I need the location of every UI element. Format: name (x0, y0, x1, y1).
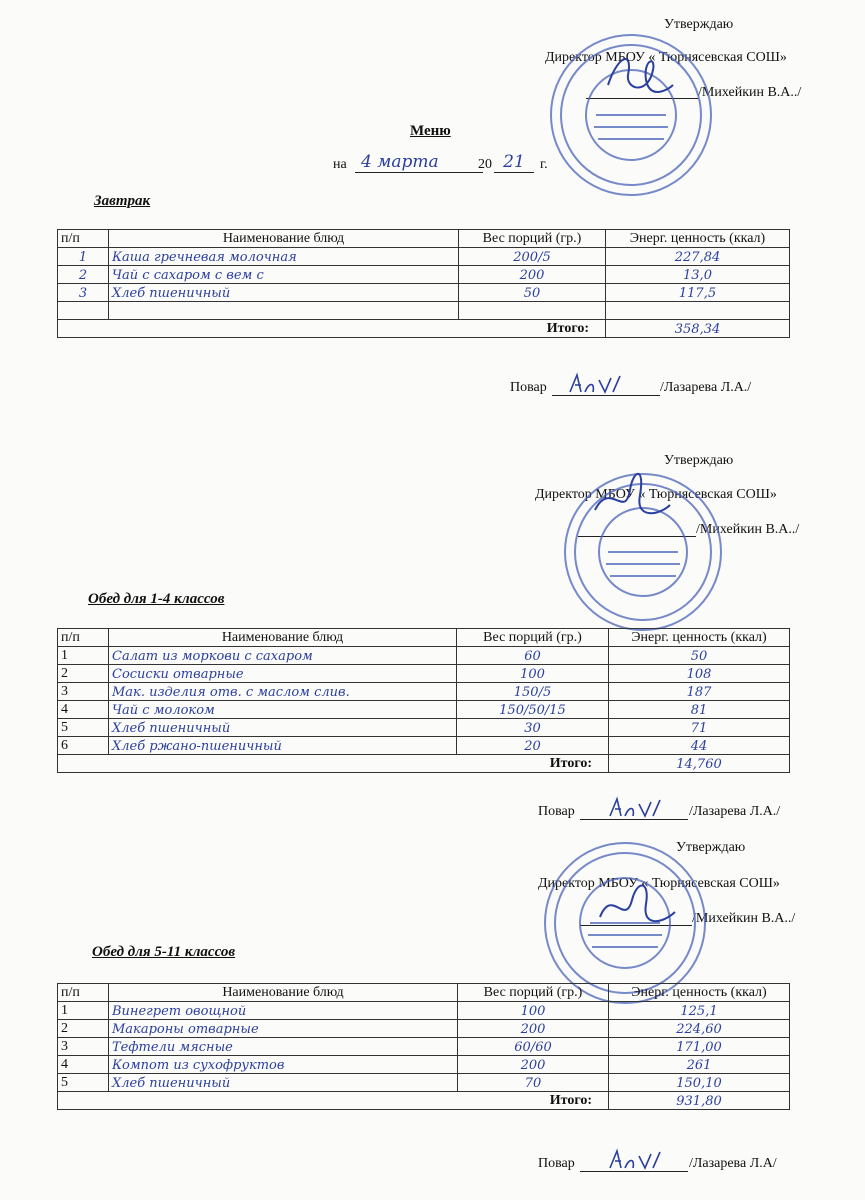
col-weight: Вес порций (гр.) (458, 984, 609, 1002)
row-number: 3 (58, 1038, 109, 1056)
dish-name: Хлеб пшеничный (109, 284, 459, 302)
table-row (58, 647, 790, 665)
dish-name: Хлеб пшеничный (109, 719, 457, 737)
table-total-row (58, 755, 790, 773)
dish-weight: 30 (457, 719, 609, 737)
cook-name: /Лазарева Л.А/ (689, 1156, 777, 1171)
col-energy: Энерг. ценность (ккал) (609, 984, 790, 1002)
dish-weight (459, 302, 606, 320)
dish-name: Салат из моркови с сахаром (109, 647, 457, 665)
table-total-row (58, 1092, 790, 1110)
col-number: п/п (58, 984, 109, 1002)
col-dish-name: Наименование блюд (109, 984, 458, 1002)
director-signature (590, 872, 680, 942)
dish-name: Каша гречневая молочная (109, 248, 459, 266)
row-number: 4 (58, 701, 109, 719)
approval-label: Утверждаю (664, 453, 734, 468)
col-weight: Вес порций (гр.) (459, 230, 606, 248)
total-value: 358,34 (606, 320, 790, 338)
director-signature (598, 45, 678, 115)
approval-director: Директор МБОУ « Тюрнясевская СОШ» (535, 487, 777, 502)
director-signature (585, 460, 675, 540)
cook-name: /Лазарева Л.А./ (689, 804, 781, 819)
row-number: 6 (58, 737, 109, 755)
dish-energy: 227,84 (606, 248, 790, 266)
cook-label: Повар (538, 804, 575, 819)
section-breakfast: Завтрак (94, 193, 151, 209)
total-value: 931,80 (609, 1092, 790, 1110)
table-header-row (58, 629, 790, 647)
cook-label: Повар (510, 380, 547, 395)
table-row (58, 719, 790, 737)
dish-energy: 125,1 (609, 1002, 790, 1020)
total-value: 14,760 (609, 755, 790, 773)
cook-name: /Лазарева Л.А./ (660, 380, 752, 395)
col-dish-name: Наименование блюд (109, 230, 459, 248)
dish-energy: 108 (609, 665, 790, 683)
col-dish-name: Наименование блюд (109, 629, 457, 647)
year-suffix: г. (540, 157, 548, 172)
row-number: 2 (58, 266, 109, 284)
dish-name: Винегрет овощной (109, 1002, 458, 1020)
dish-weight: 200 (459, 266, 606, 284)
table-row (58, 683, 790, 701)
col-number: п/п (58, 629, 109, 647)
dish-name: Мак. изделия отв. с маслом слив. (109, 683, 457, 701)
approval-director: Директор МБОУ « Тюрнясевская СОШ» (538, 876, 780, 891)
row-number: 5 (58, 1074, 109, 1092)
table-row (58, 701, 790, 719)
total-label: Итого: (58, 1092, 609, 1110)
dish-name (109, 302, 459, 320)
dish-weight: 200/5 (459, 248, 606, 266)
row-number: 3 (58, 683, 109, 701)
total-label: Итого: (58, 755, 609, 773)
table-row (58, 248, 790, 266)
dish-energy: 44 (609, 737, 790, 755)
table-row (58, 1038, 790, 1056)
dish-weight: 20 (457, 737, 609, 755)
dish-energy: 81 (609, 701, 790, 719)
dish-weight: 60/60 (458, 1038, 609, 1056)
dish-energy: 117,5 (606, 284, 790, 302)
dish-weight: 150/5 (457, 683, 609, 701)
table-row (58, 1074, 790, 1092)
table-header-row (58, 984, 790, 1002)
table-row (58, 266, 790, 284)
dish-weight: 60 (457, 647, 609, 665)
table-row (58, 737, 790, 755)
dish-energy: 187 (609, 683, 790, 701)
row-number: 1 (58, 647, 109, 665)
lunch-5-11-table (57, 983, 790, 1110)
table-total-row (58, 320, 790, 338)
row-number: 1 (58, 248, 109, 266)
dish-energy (606, 302, 790, 320)
table-row (58, 1056, 790, 1074)
cook-signature (605, 794, 665, 824)
table-row (58, 284, 790, 302)
dish-weight: 200 (458, 1020, 609, 1038)
approval-name: /Михейкин В.А../ (696, 522, 800, 537)
row-number: 2 (58, 1020, 109, 1038)
col-energy: Энерг. ценность (ккал) (609, 629, 790, 647)
row-number: 3 (58, 284, 109, 302)
dish-weight: 150/50/15 (457, 701, 609, 719)
section-lunch-1-4: Обед для 1-4 классов (88, 591, 225, 607)
table-row (58, 665, 790, 683)
year-prefix: 20 (478, 157, 492, 172)
date-prefix: на (333, 157, 347, 172)
approval-name: /Михейкин В.А../ (698, 85, 802, 100)
year-value: 21 (494, 152, 534, 173)
dish-weight: 100 (458, 1002, 609, 1020)
dish-energy: 261 (609, 1056, 790, 1074)
dish-energy: 71 (609, 719, 790, 737)
row-number: 4 (58, 1056, 109, 1074)
row-number: 2 (58, 665, 109, 683)
section-lunch-5-11: Обед для 5-11 классов (92, 944, 236, 960)
dish-weight: 200 (458, 1056, 609, 1074)
dish-name: Тефтели мясные (109, 1038, 458, 1056)
row-number: 1 (58, 1002, 109, 1020)
approval-director: Директор МБОУ « Тюрнясевская СОШ» (545, 50, 787, 65)
date-value: 4 марта (355, 152, 483, 173)
dish-energy: 150,10 (609, 1074, 790, 1092)
dish-energy: 13,0 (606, 266, 790, 284)
col-energy: Энерг. ценность (ккал) (606, 230, 790, 248)
cook-signature (565, 370, 625, 400)
dish-name: Макароны отварные (109, 1020, 458, 1038)
table-row (58, 1002, 790, 1020)
total-label: Итого: (58, 320, 606, 338)
dish-name: Чай с молоком (109, 701, 457, 719)
dish-weight: 70 (458, 1074, 609, 1092)
col-weight: Вес порций (гр.) (457, 629, 609, 647)
dish-name: Хлеб пшеничный (109, 1074, 458, 1092)
table-header-row (58, 230, 790, 248)
dish-weight: 100 (457, 665, 609, 683)
dish-name: Сосиски отварные (109, 665, 457, 683)
dish-name: Компот из сухофруктов (109, 1056, 458, 1074)
lunch-1-4-table (57, 628, 790, 773)
approval-label: Утверждаю (676, 840, 746, 855)
approval-label: Утверждаю (664, 17, 734, 32)
dish-energy: 171,00 (609, 1038, 790, 1056)
col-number: п/п (58, 230, 109, 248)
cook-label: Повар (538, 1156, 575, 1171)
dish-weight: 50 (459, 284, 606, 302)
dish-name: Хлеб ржано-пшеничный (109, 737, 457, 755)
dish-energy: 224,60 (609, 1020, 790, 1038)
menu-title: Меню (410, 123, 451, 139)
breakfast-table (57, 229, 790, 338)
table-row (58, 1020, 790, 1038)
table-row (58, 302, 790, 320)
row-number: 5 (58, 719, 109, 737)
approval-name: /Михейкин В.А../ (692, 911, 796, 926)
dish-energy: 50 (609, 647, 790, 665)
dish-name: Чай с сахаром с вем с (109, 266, 459, 284)
cook-signature (605, 1146, 665, 1176)
row-number (58, 302, 109, 320)
